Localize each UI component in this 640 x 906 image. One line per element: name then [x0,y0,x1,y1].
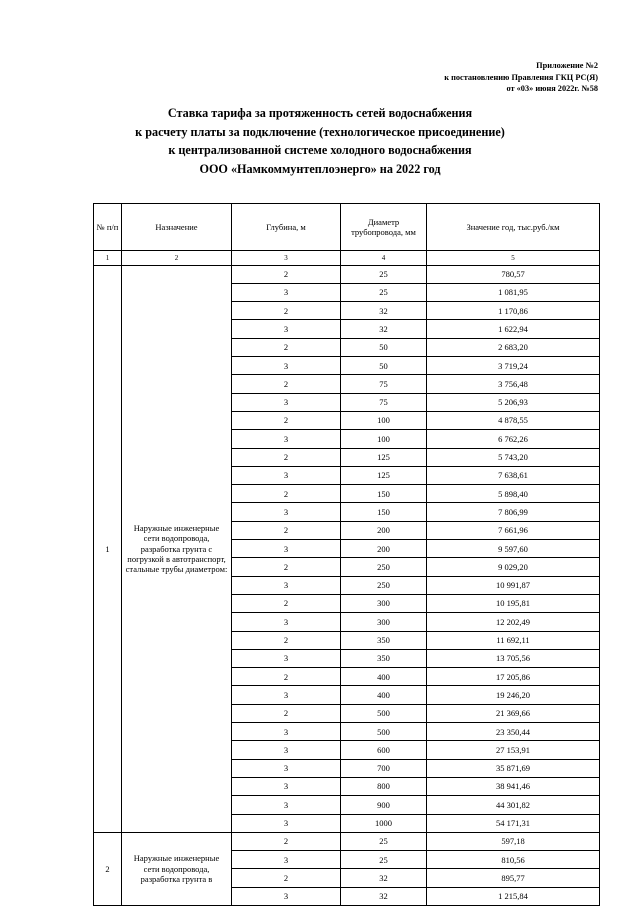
table-row [94,265,600,283]
cell-diameter: 32 [341,320,427,338]
cell-diameter: 125 [341,448,427,466]
cell-diameter: 400 [341,668,427,686]
cell-diameter: 32 [341,869,427,887]
cell-diameter: 500 [341,723,427,741]
cell-value: 38 941,46 [427,777,600,795]
cell-value: 1 170,86 [427,302,600,320]
cell-value: 12 202,49 [427,613,600,631]
cell-value: 27 153,91 [427,741,600,759]
cell-diameter: 250 [341,576,427,594]
table-body [94,265,600,905]
cell-diameter: 800 [341,777,427,795]
index-cell: 4 [341,251,427,266]
index-cell: 2 [122,251,232,266]
cell-depth: 3 [232,649,341,667]
cell-depth: 2 [232,411,341,429]
cell-depth: 3 [232,320,341,338]
appendix-line-3: от «03» июня 2022г. №58 [506,84,598,94]
cell-diameter: 25 [341,832,427,850]
header-purpose: Назначение [122,204,232,251]
index-cell: 5 [427,251,600,266]
cell-value: 1 081,95 [427,283,600,301]
cell-value: 6 762,26 [427,430,600,448]
cell-diameter: 900 [341,796,427,814]
cell-depth: 3 [232,796,341,814]
cell-value: 3 756,48 [427,375,600,393]
cell-depth: 3 [232,576,341,594]
cell-value: 3 719,24 [427,357,600,375]
cell-diameter: 350 [341,631,427,649]
cell-value: 35 871,69 [427,759,600,777]
cell-diameter: 100 [341,411,427,429]
cell-diameter: 600 [341,741,427,759]
cell-value: 810,56 [427,851,600,869]
cell-depth: 3 [232,540,341,558]
cell-value: 21 369,66 [427,704,600,722]
cell-depth: 2 [232,338,341,356]
cell-diameter: 50 [341,357,427,375]
cell-value: 5 743,20 [427,448,600,466]
cell-depth: 2 [232,265,341,283]
tariff-table [93,203,600,906]
cell-diameter: 400 [341,686,427,704]
group-purpose: Наружные инженерные сети водопровода, разработка грунта с погрузкой в автотранспорт, стальные трубы диаметром: [122,265,232,832]
cell-depth: 3 [232,777,341,795]
group-number: 1 [94,265,122,832]
index-cell: 3 [232,251,341,266]
cell-depth: 2 [232,521,341,539]
appendix-line-2: к постановлению Правления ГКЦ РС(Я) [444,72,598,82]
cell-value: 17 205,86 [427,668,600,686]
cell-diameter: 25 [341,851,427,869]
cell-depth: 2 [232,448,341,466]
cell-diameter: 32 [341,302,427,320]
cell-depth: 3 [232,357,341,375]
cell-depth: 3 [232,686,341,704]
cell-diameter: 200 [341,521,427,539]
cell-diameter: 300 [341,594,427,612]
cell-diameter: 32 [341,887,427,905]
cell-value: 9 029,20 [427,558,600,576]
cell-diameter: 75 [341,393,427,411]
cell-depth: 3 [232,759,341,777]
table-index-row [94,251,600,266]
cell-value: 5 898,40 [427,485,600,503]
cell-diameter: 300 [341,613,427,631]
header-depth: Глубина, м [232,204,341,251]
cell-diameter: 250 [341,558,427,576]
cell-value: 7 638,61 [427,466,600,484]
cell-diameter: 1000 [341,814,427,832]
cell-depth: 2 [232,594,341,612]
title-line-4: ООО «Намкоммунтеплоэнерго» на 2022 год [199,161,441,176]
cell-value: 1 622,94 [427,320,600,338]
cell-value: 597,18 [427,832,600,850]
header-number: № п/п [94,204,122,251]
cell-depth: 3 [232,723,341,741]
cell-depth: 3 [232,851,341,869]
cell-diameter: 100 [341,430,427,448]
cell-depth: 3 [232,466,341,484]
document-title [0,104,640,178]
cell-value: 19 246,20 [427,686,600,704]
cell-depth: 2 [232,631,341,649]
cell-value: 5 206,93 [427,393,600,411]
title-line-2: к расчету платы за подключение (технологическое присоединение) [135,124,505,139]
cell-value: 2 683,20 [427,338,600,356]
index-cell: 1 [94,251,122,266]
cell-depth: 2 [232,869,341,887]
cell-diameter: 350 [341,649,427,667]
cell-value: 11 692,11 [427,631,600,649]
cell-value: 54 171,31 [427,814,600,832]
cell-value: 7 806,99 [427,503,600,521]
appendix-line-1: Приложение №2 [536,61,598,70]
cell-depth: 3 [232,393,341,411]
title-line-1: Ставка тарифа за протяженность сетей водоснабжения [167,106,473,120]
cell-depth: 2 [232,375,341,393]
cell-diameter: 200 [341,540,427,558]
cell-depth: 2 [232,704,341,722]
group-number: 2 [94,832,122,905]
cell-depth: 3 [232,887,341,905]
cell-diameter: 500 [341,704,427,722]
cell-depth: 3 [232,283,341,301]
cell-depth: 3 [232,613,341,631]
group-purpose: Наружные инженерные сети водопровода, разработка грунта в [122,832,232,905]
cell-depth: 2 [232,302,341,320]
cell-depth: 3 [232,430,341,448]
cell-diameter: 150 [341,503,427,521]
cell-value: 780,57 [427,265,600,283]
cell-diameter: 700 [341,759,427,777]
cell-diameter: 25 [341,265,427,283]
appendix-note [444,60,598,95]
cell-value: 44 301,82 [427,796,600,814]
cell-diameter: 150 [341,485,427,503]
cell-value: 7 661,96 [427,521,600,539]
header-value: Значение год, тыс.руб./км [427,204,600,251]
cell-value: 23 350,44 [427,723,600,741]
cell-depth: 2 [232,485,341,503]
cell-value: 13 705,56 [427,649,600,667]
cell-depth: 3 [232,814,341,832]
cell-depth: 2 [232,832,341,850]
header-diameter: Диаметр трубопровода, мм [341,204,427,251]
cell-diameter: 125 [341,466,427,484]
cell-value: 10 991,87 [427,576,600,594]
cell-depth: 3 [232,741,341,759]
cell-depth: 2 [232,668,341,686]
cell-diameter: 25 [341,283,427,301]
title-line-3: к централизованной системе холодного водоснабжения [168,143,472,157]
cell-value: 1 215,84 [427,887,600,905]
cell-value: 895,77 [427,869,600,887]
cell-value: 4 878,55 [427,411,600,429]
cell-depth: 2 [232,558,341,576]
table-row [94,832,600,850]
cell-value: 10 195,81 [427,594,600,612]
cell-diameter: 75 [341,375,427,393]
cell-depth: 3 [232,503,341,521]
cell-value: 9 597,60 [427,540,600,558]
table-header-row [94,204,600,251]
cell-diameter: 50 [341,338,427,356]
